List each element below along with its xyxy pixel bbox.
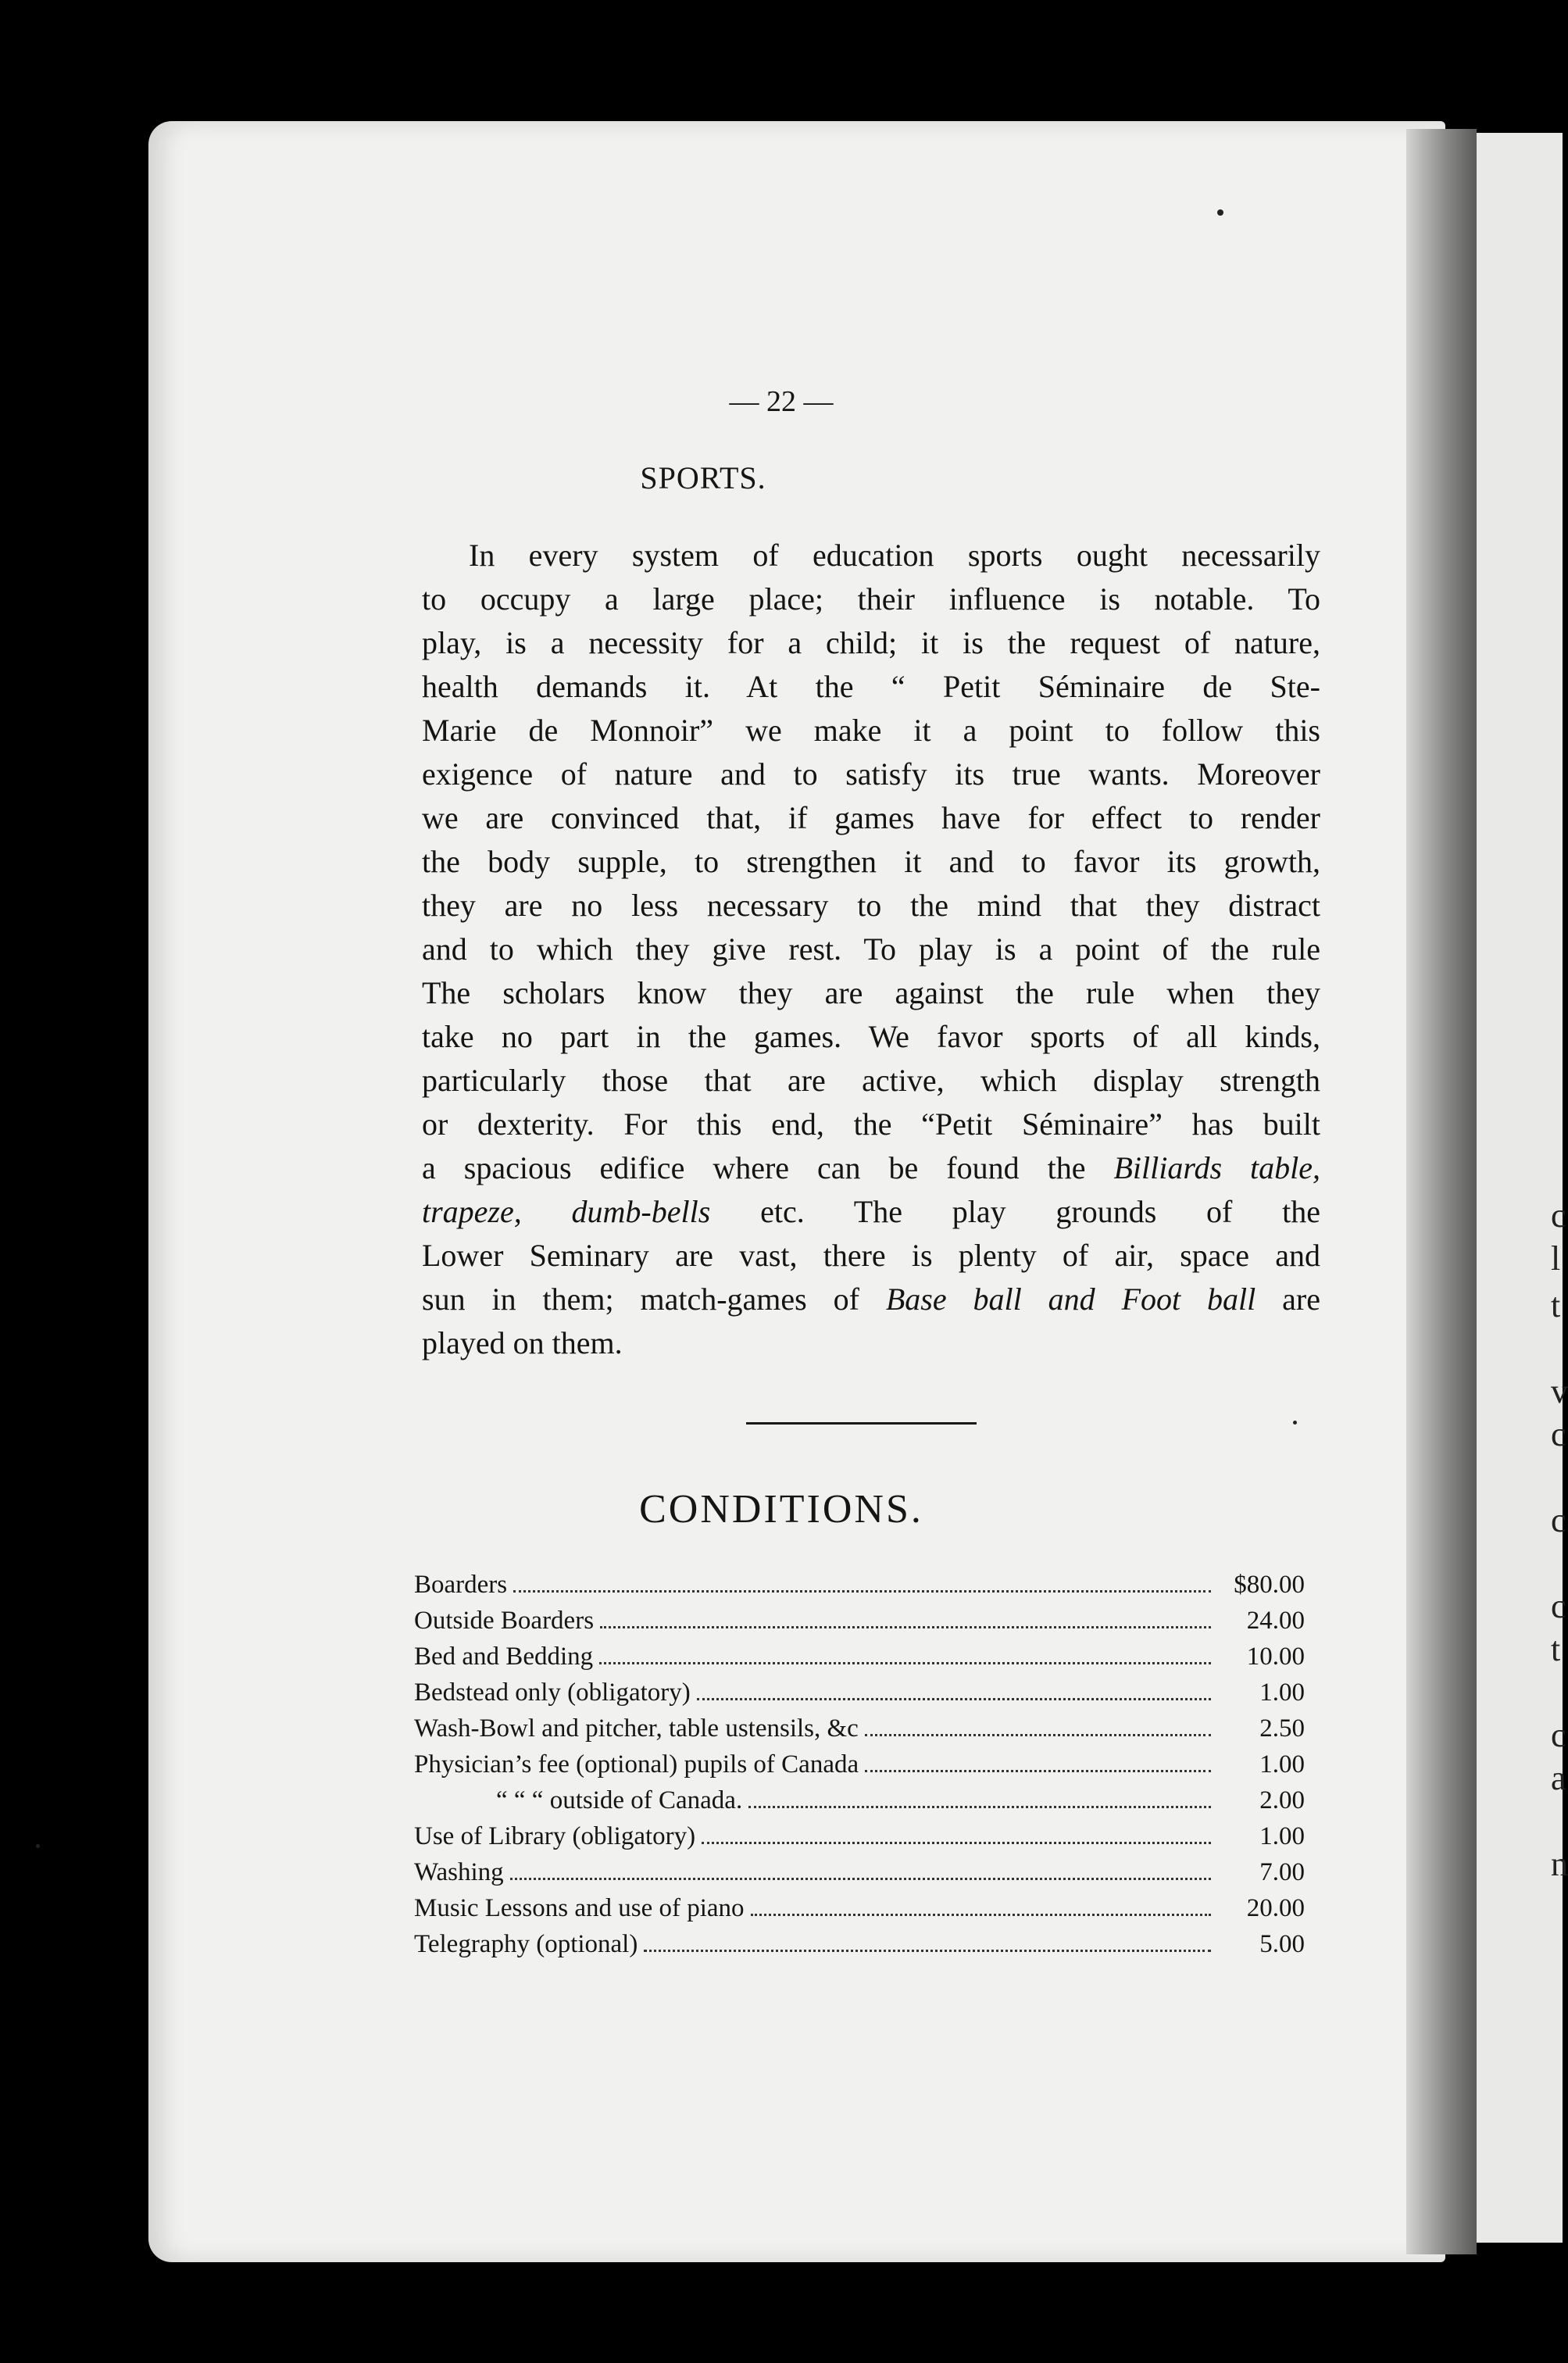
text-line: In every system of education sports ought necessarily xyxy=(469,538,1320,573)
fee-label: Outside Boarders xyxy=(414,1607,595,1635)
conditions-heading: CONDITIONS. xyxy=(639,1487,923,1532)
text-fragment: etc. The play grounds of the xyxy=(710,1194,1321,1229)
next-page-letter: c xyxy=(1551,1415,1566,1453)
dot-leader xyxy=(748,1806,1211,1808)
fee-amount: 1.00 xyxy=(1259,1678,1305,1707)
text-line: The scholars know they are against the rule when they xyxy=(422,975,1320,1010)
fee-row xyxy=(414,1678,1305,1714)
text-fragment: a spacious edifice where can be found the xyxy=(422,1150,1114,1185)
page-gutter-shadow xyxy=(1406,129,1477,2254)
next-page-letter: c xyxy=(1551,1501,1566,1539)
next-page-letter: c xyxy=(1551,1716,1566,1754)
dot-leader xyxy=(751,1914,1211,1916)
fee-label: Telegraphy (optional) xyxy=(414,1930,638,1958)
dot-leader xyxy=(865,1734,1211,1736)
conditions-table xyxy=(414,1571,1305,1966)
fee-row xyxy=(414,1858,1305,1894)
fee-row xyxy=(414,1750,1305,1786)
next-page-letter: l xyxy=(1551,1239,1561,1278)
dot-leader xyxy=(513,1590,1211,1593)
dot-leader xyxy=(865,1770,1211,1772)
speck xyxy=(36,1844,40,1848)
fee-amount: 1.00 xyxy=(1259,1750,1305,1779)
dot-leader xyxy=(510,1878,1211,1880)
text-line: to occupy a large place; their influence is notable. To xyxy=(422,581,1320,617)
fee-label: Boarders xyxy=(414,1571,508,1599)
fee-label: Wash-Bowl and pitcher, table ustensils, &c xyxy=(414,1714,859,1743)
fee-amount: $80.00 xyxy=(1234,1571,1305,1599)
fee-amount: 7.00 xyxy=(1259,1858,1305,1886)
text-line: take no part in the games. We favor sports of all kinds, xyxy=(422,1019,1320,1054)
fee-amount: 10.00 xyxy=(1246,1643,1305,1671)
fee-amount: 20.00 xyxy=(1246,1894,1305,1922)
next-page-letter: t xyxy=(1551,1286,1561,1324)
next-page-letter: n xyxy=(1551,1845,1568,1883)
text-line: we are convinced that, if games have for effect to render xyxy=(422,800,1320,835)
fee-row xyxy=(414,1714,1305,1750)
text-line: played on them. xyxy=(422,1325,623,1360)
text-line: the body supple, to strengthen it and to favor its growth, xyxy=(422,844,1320,879)
text-line: Lower Seminary are vast, there is plenty of air, space and xyxy=(422,1238,1320,1273)
dot-leader xyxy=(702,1842,1211,1844)
sports-paragraph xyxy=(422,534,1320,1365)
fee-label: Bedstead only (obligatory) xyxy=(414,1678,691,1707)
sports-heading: SPORTS. xyxy=(640,460,766,495)
text-line: and to which they give rest. To play is a point of the rule xyxy=(422,931,1320,967)
text-line: Marie de Monnoir” we make it a point to follow this xyxy=(422,713,1320,748)
fee-label: Physician’s fee (optional) pupils of Canada xyxy=(414,1750,859,1779)
next-page-letter: a xyxy=(1551,1759,1566,1797)
fee-row xyxy=(414,1822,1305,1858)
dot-leader xyxy=(697,1698,1211,1700)
text-line: particularly those that are active, which display strength xyxy=(422,1063,1320,1098)
fee-amount: 2.50 xyxy=(1259,1714,1305,1743)
italic-fragment: dumb-bells xyxy=(571,1194,711,1229)
dot-leader xyxy=(599,1662,1211,1664)
text-line xyxy=(422,1278,1320,1321)
text-fragment: are xyxy=(1255,1282,1320,1317)
text-line: exigence of nature and to satisfy its true wants. Moreover xyxy=(422,756,1320,792)
next-page-letter: v xyxy=(1551,1372,1568,1410)
fee-amount: 24.00 xyxy=(1246,1607,1305,1635)
next-page-edge xyxy=(1477,133,1563,2243)
fee-label: Washing xyxy=(414,1858,504,1886)
page-number: — 22 — xyxy=(729,385,834,418)
text-line xyxy=(422,1190,1320,1234)
next-page-letter: t xyxy=(1551,1630,1561,1668)
italic-fragment: Billiards table, xyxy=(1113,1150,1320,1185)
fee-row xyxy=(414,1786,1305,1822)
speck xyxy=(1293,1421,1297,1425)
speck xyxy=(1217,209,1223,216)
fee-row xyxy=(414,1894,1305,1930)
italic-fragment: Base ball and Foot ball xyxy=(885,1282,1256,1317)
fee-row xyxy=(414,1571,1305,1607)
text-line: they are no less necessary to the mind that they distract xyxy=(422,888,1320,923)
fee-row xyxy=(414,1607,1305,1643)
italic-fragment: trapeze, xyxy=(422,1194,522,1229)
fee-row xyxy=(414,1643,1305,1678)
next-page-letter: c xyxy=(1551,1196,1566,1235)
text-line: or dexterity. For this end, the “Petit Séminaire” has built xyxy=(422,1106,1320,1142)
text-line: health demands it. At the “ Petit Séminaire de Ste- xyxy=(422,669,1320,704)
fee-row xyxy=(414,1930,1305,1966)
fee-amount: 5.00 xyxy=(1259,1930,1305,1958)
text-fragment xyxy=(522,1194,572,1229)
fee-label: “ “ “ outside of Canada. xyxy=(496,1786,743,1814)
text-line: play, is a necessity for a child; it is the request of nature, xyxy=(422,625,1320,660)
fee-label: Use of Library (obligatory) xyxy=(414,1822,696,1850)
text-fragment: sun in them; match-games of xyxy=(422,1282,886,1317)
dot-leader xyxy=(644,1950,1211,1952)
dot-leader xyxy=(600,1626,1211,1628)
next-page-letter: c xyxy=(1551,1587,1566,1625)
fee-label: Bed and Bedding xyxy=(414,1643,594,1671)
section-divider xyxy=(746,1422,977,1425)
fee-amount: 1.00 xyxy=(1259,1822,1305,1850)
text-line xyxy=(422,1146,1320,1190)
fee-amount: 2.00 xyxy=(1259,1786,1305,1814)
fee-label: Music Lessons and use of piano xyxy=(414,1894,745,1922)
